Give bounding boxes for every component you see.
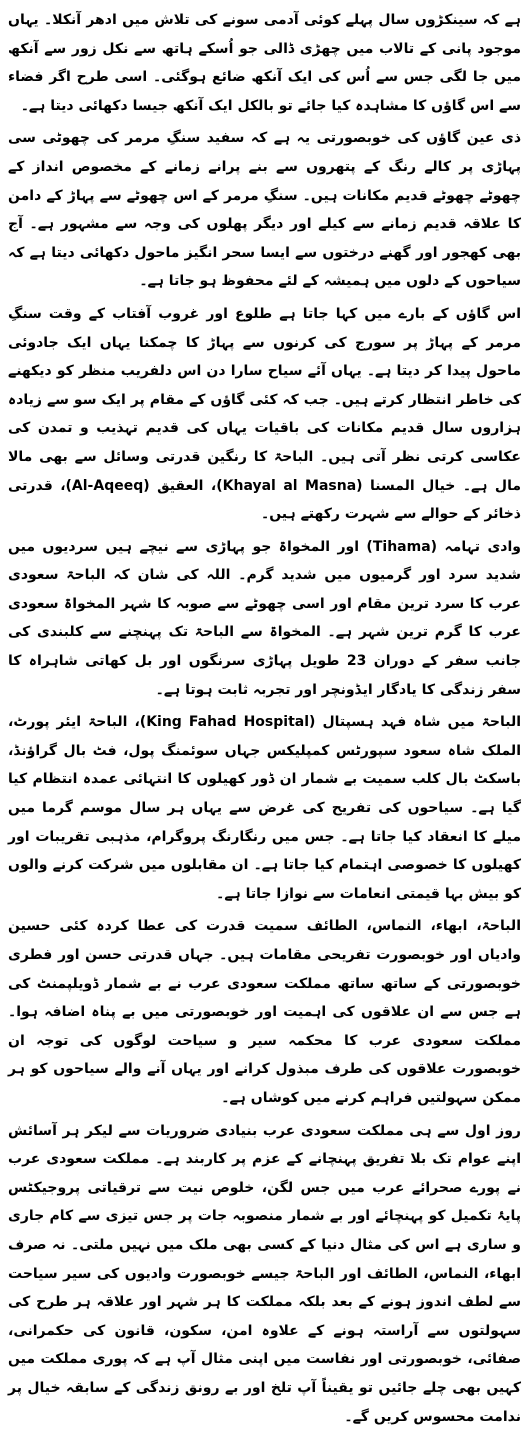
article-paragraph-4: وادی تہامہ (Tihama) اور المخواۃ جو پہاڑی سے نیچے ہیں سردیوں میں شدید سرد اور گرمیوں میں شدید گرم۔ اللہ کی شان کہ الباحۃ سعودی عرب کا سرد ترین مقام اور اسی چھوٹے سے صوبہ کا شہر المخواۃ سعودی عرب کا گرم ترین شہر ہے۔ المخواۃ سے الباحۃ تک پہنچنے سے کلبندی کی جانب سفر کے دوران 23 طویل پہاڑی سرنگوں اور بل کھاتی شاہراہ کا سفر زندگی کا یادگار ایڈونچر اور تجربہ ثابت ہوتا ہے۔	[8, 538, 521, 698]
article-paragraph-6: الباحۃ، ابھاء، النماس، الطائف سمیت قدرت کی عطا کردہ کئی حسین وادیاں اور خوبصورت تفریحی مقامات ہیں۔ جہاں قدرتی حسن اور فطری خوبصورتی کے ساتھ ساتھ مملکت سعودی عرب نے بے شمار ڈویلپمنٹ کی ہے جس سے ان علاقوں کی اہمیت اور خوبصورتی میں بے پناہ اضافہ ہوا۔ مملکت سعودی عرب کا محکمہ سیر و سیاحت لوگوں کی توجہ ان خوبصورت علاقوں کی طرف مبذول کرانے اور یہاں آنے والے سیاحوں کو ہر ممکن سہولتیں فراہم کرنے میں کوشاں ہے۔	[8, 918, 521, 1106]
article-paragraph-2: ذی عین گاؤں کی خوبصورتی یہ ہے کہ سفید سنگِ مرمر کی چھوٹی سی پہاڑی پر کالے رنگ کے پتھروں سے بنے پرانے زمانے کے مخصوص انداز کے چھوٹے چھوٹے قدیم مکانات ہیں۔ سنگِ مرمر کے اس چھوٹے سے پہاڑ کے دامن کا علاقہ قدیم زمانے سے کیلے اور دیگر پھلوں کی وجہ سے مشہور ہے۔ آج بھی کھجور اور گھنے درختوں سے ایسا سحر انگیز ماحول دکھائی دیتا ہے کہ سیاحوں کے دلوں میں ہمیشہ کے لئے محفوظ ہو جاتا ہے۔	[8, 130, 521, 290]
article-paragraph-1: ہے کہ سینکڑوں سال پہلے کوئی آدمی سونے کی تلاش میں ادھر آنکلا۔ یہاں موجود پانی کے تالاب میں چھڑی ڈالی جو اُسکے ہاتھ سے نکل زور سے آنکھ میں جا لگی جس سے اُس کی ایک آنکھ ضائع ہوگئی۔ اسی طرح اگر فضاء سے اس گاؤں کا مشاہدہ کیا جائے تو بالکل ایک آنکھ جیسا دکھائی دیتا ہے۔	[8, 12, 521, 114]
article-paragraph-7: روز اول سے ہی مملکت سعودی عرب بنیادی ضروریات سے لیکر ہر آسائش اپنے عوام تک بلا تفریق پہنچانے کے عزم پر کاربند ہے۔ مملکت سعودی عرب نے پورے صحرائے عرب میں جس لگن، خلوص نیت سے ترقیاتی پروجیکٹس پایۂ تکمیل کو پہنچائے اور بے شمار منصوبہ جات پر جس تیزی سے کام جاری و ساری ہے اس کی مثال دنیا کے کسی بھی ملک میں نہیں ملتی۔ نہ صرف ابھاء، النماس، الطائف اور الباحۃ جیسے خوبصورت وادیوں کی سیر سیاحت سے لطف اندوز ہونے کے بعد بلکہ مملکت کا ہر شہر اور علاقہ ہر طرح کی سہولتوں سے آراستہ ہونے کے علاوہ امن، سکون، قانون کی حکمرانی، صفائی، خوبصورتی اور نفاست میں اپنی مثال آپ ہے کہ پوری مملکت میں کہیں بھی چلے جائیں تو یقیناً آپ تلخ اور بے رونق زندگی کے سابقہ خیال پر ندامت محسوس کریں گے۔	[8, 1122, 521, 1425]
article-paragraph-3: اس گاؤں کے بارے میں کہا جاتا ہے طلوع اور غروب آفتاب کے وقت سنگِ مرمر کے پہاڑ پر سورج کی کرنوں سے پہاڑ کا چمکنا یہاں ایک جادوئی ماحول پیدا کر دیتا ہے۔ یہاں آئے سیاح سارا دن اس دلفریب منظر کو دیکھنے کی خاطر انتظار کرتے ہیں۔ جب کہ کئی گاؤں کے مقام پر ایک سو سے زیادہ ہزاروں سال قدیم مکانات کی باقیات یہاں کی قدیم تہذیب و تمدن کی عکاسی کرتی نظر آتی ہیں۔ الباحۃ کا رنگین قدرتی وسائل سے بھی مالا مال ہے۔ خیال المسنا (Khayal al Masna)، العقیق (Al-Aqeeq)، قدرتی ذخائر کے حوالے سے شہرت رکھتے ہیں۔	[8, 305, 521, 523]
article-paragraph-5: الباحۃ میں شاہ فہد ہسپتال (King Fahad Hospital)، الباحۃ ایئر پورٹ، الملک شاہ سعود سپورٹس کمپلیکس جہاں سوئمنگ پول، فٹ بال گراؤنڈ، باسکٹ بال کلب سمیت بے شمار ان ڈور کھیلوں کا انتہائی عمدہ انتظام کیا گیا ہے۔ سیاحوں کی تفریح کی غرض سے یہاں ہر سال موسم گرما میں میلے کا انعقاد کیا جاتا ہے۔ جس میں رنگارنگ پروگرام، مذہبی تقریبات اور کھیلوں کا خصوصی اہتمام کیا جاتا ہے۔ ان مقابلوں میں شرکت کرنے والوں کو بیش بہا قیمتی انعامات سے نوازا جاتا ہے۔	[8, 714, 521, 902]
